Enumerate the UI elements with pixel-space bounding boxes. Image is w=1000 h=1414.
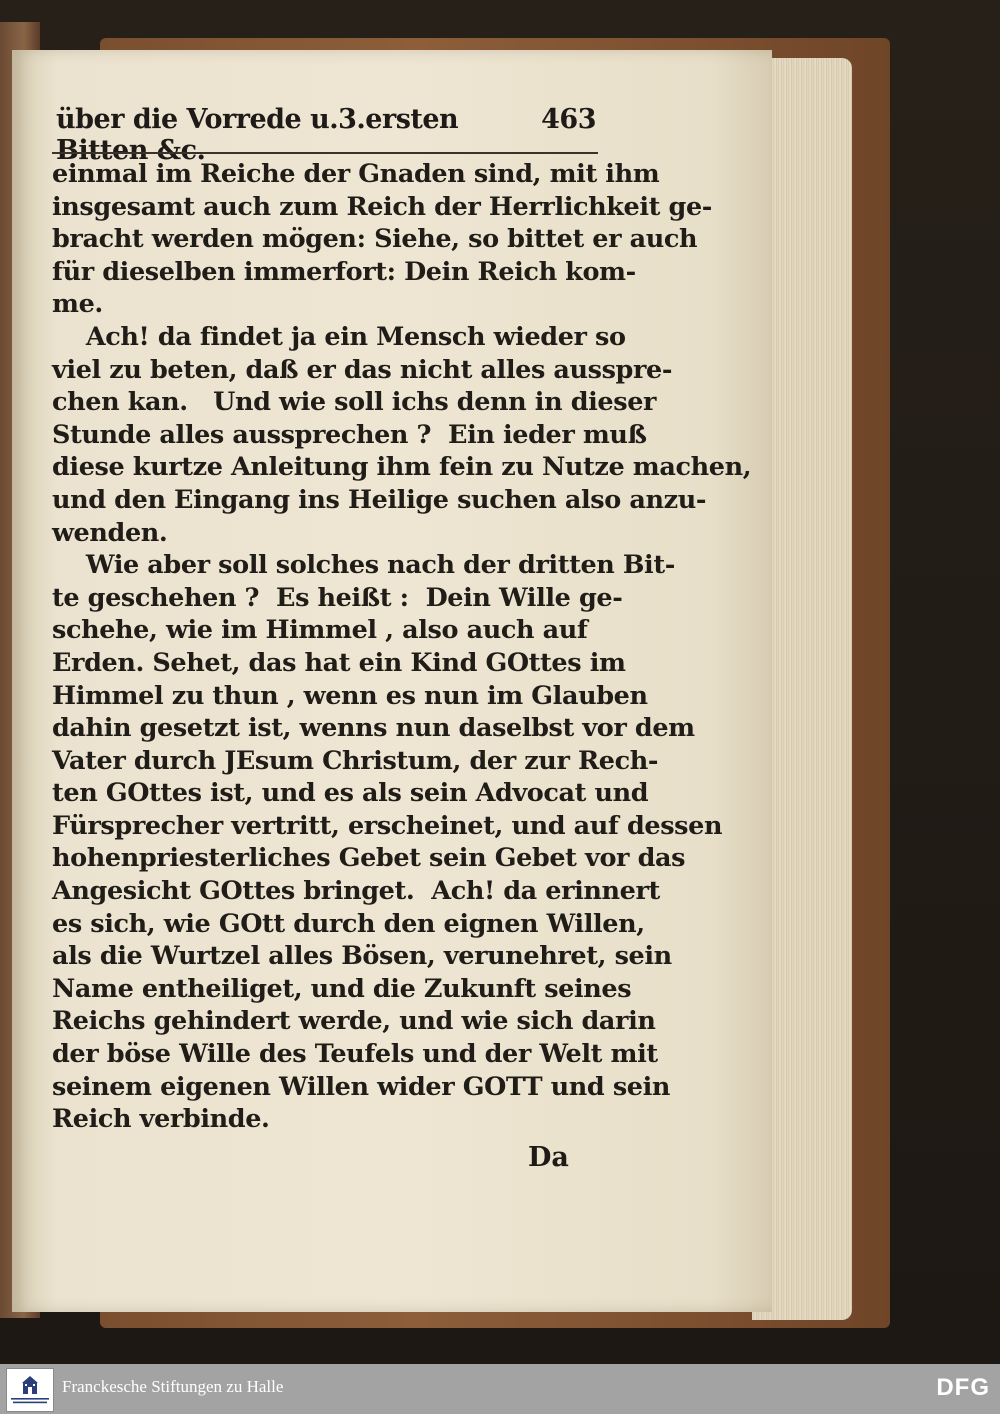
institution-logo[interactable]: [6, 1368, 54, 1412]
text-line: und den Eingang ins Heilige suchen also anzu-: [52, 484, 707, 515]
page-body: [52, 158, 752, 1136]
text-line: Reichs gehindert werde, und wie sich darin: [52, 1006, 656, 1037]
text-line: dahin gesetzt ist, wenns nun daselbst vor dem: [52, 713, 695, 744]
text-line: Vater durch JEsum Christum, der zur Rech-: [52, 745, 659, 776]
text-line: es sich, wie GOtt durch den eignen Willen,: [52, 908, 645, 939]
text-line: hohenpriesterliches Gebet sein Gebet vor das: [52, 843, 686, 874]
text-line: diese kurtze Anleitung ihm fein zu Nutze machen,: [52, 452, 752, 483]
text-line: Himmel zu thun , wenn es nun im Glauben: [52, 680, 648, 711]
text-line: seinem eigenen Willen wider GOTT und sein: [52, 1071, 671, 1102]
text-line: einmal im Reiche der Gnaden sind, mit ihm: [52, 159, 660, 189]
text-line: schehe, wie im Himmel , also auch auf: [52, 615, 588, 646]
text-line: chen kan. Und wie soll ichs denn in dieser: [52, 387, 657, 418]
text-line: als die Wurtzel alles Bösen, verunehret, sein: [52, 941, 672, 972]
text-line: Stunde alles aussprechen ? Ein ieder muß: [52, 419, 647, 450]
text-line: Reich verbinde.: [52, 1104, 270, 1135]
text-line: für dieselben immerfort: Dein Reich kom-: [52, 256, 636, 287]
text-line: Wie aber soll solches nach der dritten Bit-: [52, 550, 675, 581]
text-line: te geschehen ? Es heißt : Dein Wille ge-: [52, 582, 623, 613]
text-line: Angesicht GOttes bringet. Ach! da erinnert: [52, 876, 660, 907]
text-line: insgesamt auch zum Reich der Herrlichkeit ge-: [52, 191, 712, 222]
catchword: Da: [528, 1142, 569, 1173]
text-line: wenden.: [52, 517, 168, 548]
text-line: ten GOttes ist, und es als sein Advocat und: [52, 778, 649, 809]
text-line: Ach! da findet ja ein Mensch wieder so: [52, 321, 626, 352]
dfg-logo[interactable]: DFG: [936, 1374, 990, 1401]
running-header: [56, 104, 596, 166]
text-line: Fürsprecher vertritt, erscheinet, und auf dessen: [52, 810, 723, 841]
page-number: 463: [541, 104, 596, 135]
running-head-text: über die Vorrede u.3.ersten Bitten &c.: [56, 104, 459, 166]
text-line: Erden. Sehet, das hat ein Kind GOttes im: [52, 647, 626, 678]
text-line: viel zu beten, daß er das nicht alles ausspre-: [52, 354, 673, 385]
institution-name[interactable]: Franckesche Stiftungen zu Halle: [62, 1377, 284, 1396]
text-line: der böse Wille des Teufels und der Welt mit: [52, 1039, 658, 1070]
orphanage-building-icon: [21, 1375, 39, 1395]
text-line: bracht werden mögen: Siehe, so bittet er auch: [52, 224, 698, 255]
header-rule: [52, 152, 598, 154]
text-line: Name entheiliget, und die Zukunft seines: [52, 973, 632, 1004]
book-page: [12, 50, 772, 1312]
footer-bar: [0, 1364, 1000, 1414]
logo-lettering-icon: [10, 1397, 50, 1405]
text-line: me.: [52, 289, 103, 320]
